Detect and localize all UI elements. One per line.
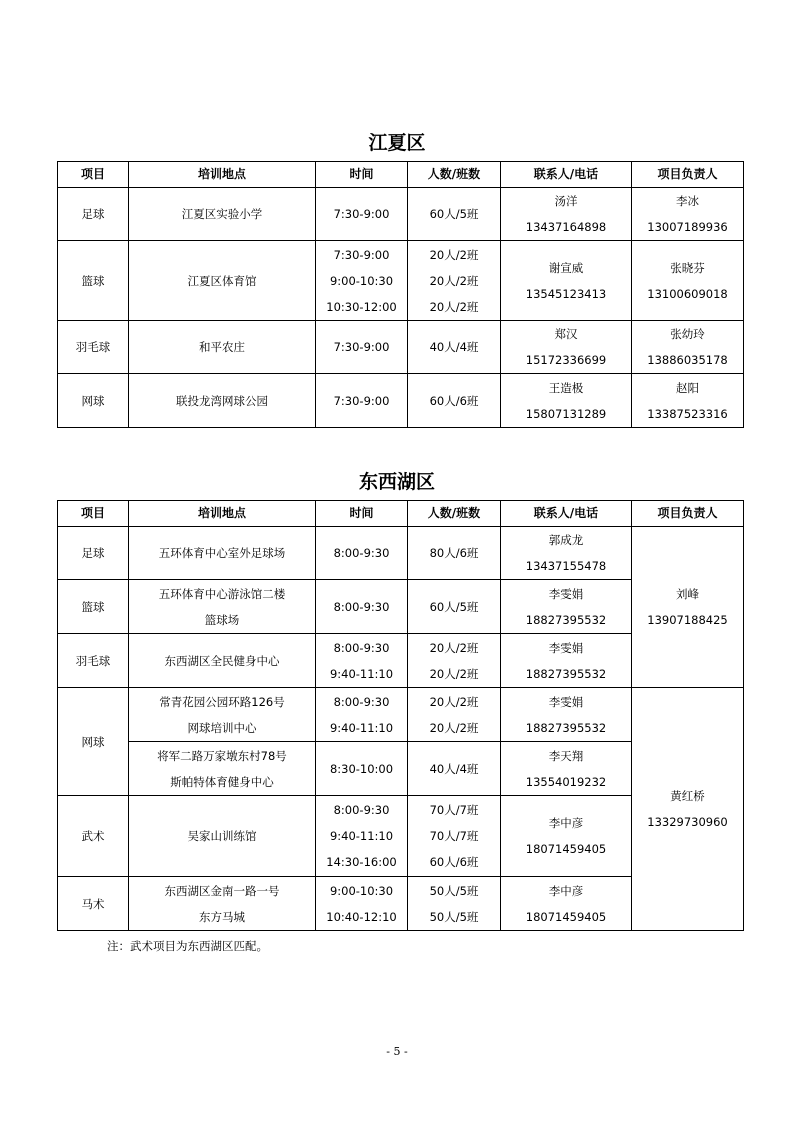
sport-cell: 网球 bbox=[58, 374, 129, 428]
contact-phone: 13554019232 bbox=[525, 774, 607, 789]
page-number: - 5 - bbox=[386, 1045, 408, 1058]
count-value: 20人/2班 bbox=[429, 640, 479, 655]
header-count: 人数/班数 bbox=[408, 501, 501, 527]
venue-line: 五环体育中心游泳馆二楼 bbox=[158, 586, 286, 601]
count-cell: 80人/6班 bbox=[408, 527, 501, 580]
count-value: 20人/2班 bbox=[429, 247, 479, 262]
contact-phone: 18071459405 bbox=[525, 842, 607, 856]
contact-phone: 18827395532 bbox=[525, 666, 607, 681]
count-value: 20人/2班 bbox=[429, 299, 479, 314]
sport-cell: 篮球 bbox=[58, 580, 129, 634]
count-cell: 60人/5班 bbox=[408, 580, 501, 634]
count-value: 70人/7班 bbox=[429, 803, 479, 817]
contact-cell bbox=[501, 796, 632, 877]
contact-phone: 15807131289 bbox=[525, 406, 607, 421]
sport-cell: 足球 bbox=[58, 188, 129, 241]
contact-cell bbox=[501, 188, 632, 241]
time-slot: 10:40-12:10 bbox=[326, 909, 397, 924]
sport-cell: 武术 bbox=[58, 796, 129, 877]
dongxihu-table bbox=[57, 500, 744, 931]
venue-line: 网球培训中心 bbox=[187, 720, 257, 735]
jiangxia-table bbox=[57, 161, 744, 428]
venue-cell: 东西湖区全民健身中心 bbox=[129, 634, 316, 688]
time-slot: 9:40-11:10 bbox=[329, 829, 394, 843]
time-cell bbox=[316, 241, 408, 321]
contact-phone: 18827395532 bbox=[525, 612, 607, 627]
lead-phone: 13100609018 bbox=[647, 286, 728, 301]
header-venue: 培训地点 bbox=[129, 162, 316, 188]
count-value: 20人/2班 bbox=[429, 273, 479, 288]
count-cell bbox=[408, 634, 501, 688]
lead-phone: 13907188425 bbox=[647, 613, 728, 627]
table-row bbox=[58, 188, 744, 241]
time-cell bbox=[316, 796, 408, 877]
venue-line: 东方马城 bbox=[199, 909, 245, 924]
contact-name: 李雯娟 bbox=[548, 694, 584, 709]
count-cell: 60人/6班 bbox=[408, 374, 501, 428]
table-row bbox=[58, 374, 744, 428]
contact-cell bbox=[501, 241, 632, 321]
time-slot: 8:00-9:30 bbox=[333, 694, 390, 709]
venue-cell: 五环体育中心室外足球场 bbox=[129, 527, 316, 580]
contact-name: 谢宣威 bbox=[548, 260, 584, 275]
venue-cell: 江夏区实验小学 bbox=[129, 188, 316, 241]
time-slot: 9:00-10:30 bbox=[329, 883, 394, 898]
contact-cell bbox=[501, 742, 632, 796]
lead-name: 李冰 bbox=[676, 194, 699, 208]
contact-phone: 15172336699 bbox=[525, 353, 607, 367]
count-value: 20人/2班 bbox=[429, 720, 479, 735]
time-cell bbox=[316, 688, 408, 742]
time-cell: 7:30-9:00 bbox=[316, 374, 408, 428]
contact-phone: 18827395532 bbox=[525, 720, 607, 735]
count-value: 20人/2班 bbox=[429, 666, 479, 681]
sport-cell: 足球 bbox=[58, 527, 129, 580]
time-cell: 7:30-9:00 bbox=[316, 188, 408, 241]
lead-cell bbox=[632, 374, 744, 428]
contact-name: 李雯娟 bbox=[548, 586, 584, 601]
count-value: 20人/2班 bbox=[429, 694, 479, 709]
count-cell bbox=[408, 796, 501, 877]
count-cell: 60人/5班 bbox=[408, 188, 501, 241]
time-slot: 10:30-12:00 bbox=[326, 299, 397, 314]
count-cell: 40人/4班 bbox=[408, 321, 501, 374]
header-sport: 项目 bbox=[58, 162, 129, 188]
lead-name: 张幼玲 bbox=[670, 327, 705, 341]
lead-phone: 13387523316 bbox=[647, 406, 728, 421]
count-value: 60人/6班 bbox=[429, 855, 479, 869]
footnote: 注：武术项目为东西湖区匹配。 bbox=[107, 939, 268, 953]
contact-cell bbox=[501, 321, 632, 374]
section-title-dongxihu: 东西湖区 bbox=[358, 471, 435, 493]
time-cell bbox=[316, 877, 408, 931]
venue-cell: 江夏区体育馆 bbox=[129, 241, 316, 321]
contact-phone: 18071459405 bbox=[525, 909, 607, 924]
time-cell: 8:30-10:00 bbox=[316, 742, 408, 796]
time-slot: 9:40-11:10 bbox=[329, 720, 394, 735]
time-slot: 14:30-16:00 bbox=[326, 855, 397, 869]
time-slot: 9:40-11:10 bbox=[329, 666, 394, 681]
lead-cell bbox=[632, 188, 744, 241]
lead-cell-group2 bbox=[632, 688, 744, 931]
count-value: 50人/5班 bbox=[429, 883, 479, 898]
venue-cell bbox=[129, 580, 316, 634]
table-header-row bbox=[58, 501, 744, 527]
header-count: 人数/班数 bbox=[408, 162, 501, 188]
count-cell bbox=[408, 241, 501, 321]
sport-cell: 篮球 bbox=[58, 241, 129, 321]
header-lead: 项目负责人 bbox=[632, 501, 744, 527]
section-title-jiangxia: 江夏区 bbox=[368, 132, 426, 154]
header-venue: 培训地点 bbox=[129, 501, 316, 527]
count-cell bbox=[408, 688, 501, 742]
sport-cell: 马术 bbox=[58, 877, 129, 931]
venue-line: 篮球场 bbox=[204, 612, 240, 627]
lead-cell-group1 bbox=[632, 527, 744, 688]
lead-phone: 13329730960 bbox=[647, 815, 728, 829]
table-row bbox=[58, 527, 744, 580]
contact-name: 郑汉 bbox=[554, 327, 578, 341]
contact-cell bbox=[501, 374, 632, 428]
contact-phone: 13437164898 bbox=[525, 220, 607, 234]
time-cell: 8:00-9:30 bbox=[316, 580, 408, 634]
venue-line: 斯帕特体育健身中心 bbox=[170, 774, 274, 789]
contact-name: 郭成龙 bbox=[548, 533, 584, 547]
venue-line: 东西湖区金南一路一号 bbox=[164, 883, 280, 898]
time-cell: 8:00-9:30 bbox=[316, 527, 408, 580]
time-cell: 7:30-9:00 bbox=[316, 321, 408, 374]
count-cell bbox=[408, 877, 501, 931]
venue-cell bbox=[129, 688, 316, 742]
sport-cell: 网球 bbox=[58, 688, 129, 796]
contact-name: 王造极 bbox=[548, 380, 584, 395]
lead-phone: 13886035178 bbox=[647, 353, 728, 367]
lead-cell bbox=[632, 241, 744, 321]
contact-name: 李雯娟 bbox=[548, 640, 584, 655]
contact-name: 李中彦 bbox=[548, 816, 584, 830]
header-lead: 项目负责人 bbox=[632, 162, 744, 188]
contact-cell bbox=[501, 634, 632, 688]
count-value: 50人/5班 bbox=[429, 909, 479, 924]
venue-cell bbox=[129, 742, 316, 796]
time-slot: 7:30-9:00 bbox=[333, 247, 390, 262]
time-slot: 8:00-9:30 bbox=[333, 640, 390, 655]
contact-name: 李中彦 bbox=[548, 883, 584, 898]
lead-name: 黄红桥 bbox=[670, 789, 705, 803]
count-value: 70人/7班 bbox=[429, 829, 479, 843]
venue-line: 将军二路万家墩东村78号 bbox=[157, 748, 287, 763]
venue-cell: 和平农庄 bbox=[129, 321, 316, 374]
header-time: 时间 bbox=[316, 501, 408, 527]
lead-phone: 13007189936 bbox=[647, 220, 728, 234]
header-contact: 联系人/电话 bbox=[501, 501, 632, 527]
contact-cell bbox=[501, 877, 632, 931]
venue-cell: 吴家山训练馆 bbox=[129, 796, 316, 877]
header-sport: 项目 bbox=[58, 501, 129, 527]
time-slot: 8:00-9:30 bbox=[333, 803, 390, 817]
time-cell bbox=[316, 634, 408, 688]
count-cell: 40人/4班 bbox=[408, 742, 501, 796]
sport-cell: 羽毛球 bbox=[58, 634, 129, 688]
contact-phone: 13437155478 bbox=[525, 559, 607, 573]
contact-name: 汤洋 bbox=[554, 194, 578, 208]
lead-name: 张晓芬 bbox=[670, 260, 705, 275]
venue-cell: 联投龙湾网球公园 bbox=[129, 374, 316, 428]
venue-cell bbox=[129, 877, 316, 931]
lead-cell bbox=[632, 321, 744, 374]
time-slot: 9:00-10:30 bbox=[329, 273, 394, 288]
header-time: 时间 bbox=[316, 162, 408, 188]
sport-cell: 羽毛球 bbox=[58, 321, 129, 374]
table-row bbox=[58, 241, 744, 321]
contact-cell bbox=[501, 580, 632, 634]
venue-line: 常青花园公园环路126号 bbox=[159, 694, 285, 709]
contact-cell bbox=[501, 527, 632, 580]
lead-name: 刘峰 bbox=[676, 587, 699, 601]
header-contact: 联系人/电话 bbox=[501, 162, 632, 188]
table-header-row bbox=[58, 162, 744, 188]
contact-cell bbox=[501, 688, 632, 742]
table-row bbox=[58, 321, 744, 374]
lead-name: 赵阳 bbox=[676, 380, 699, 395]
contact-phone: 13545123413 bbox=[525, 286, 607, 301]
table-row bbox=[58, 688, 744, 742]
contact-name: 李天翔 bbox=[548, 748, 584, 763]
